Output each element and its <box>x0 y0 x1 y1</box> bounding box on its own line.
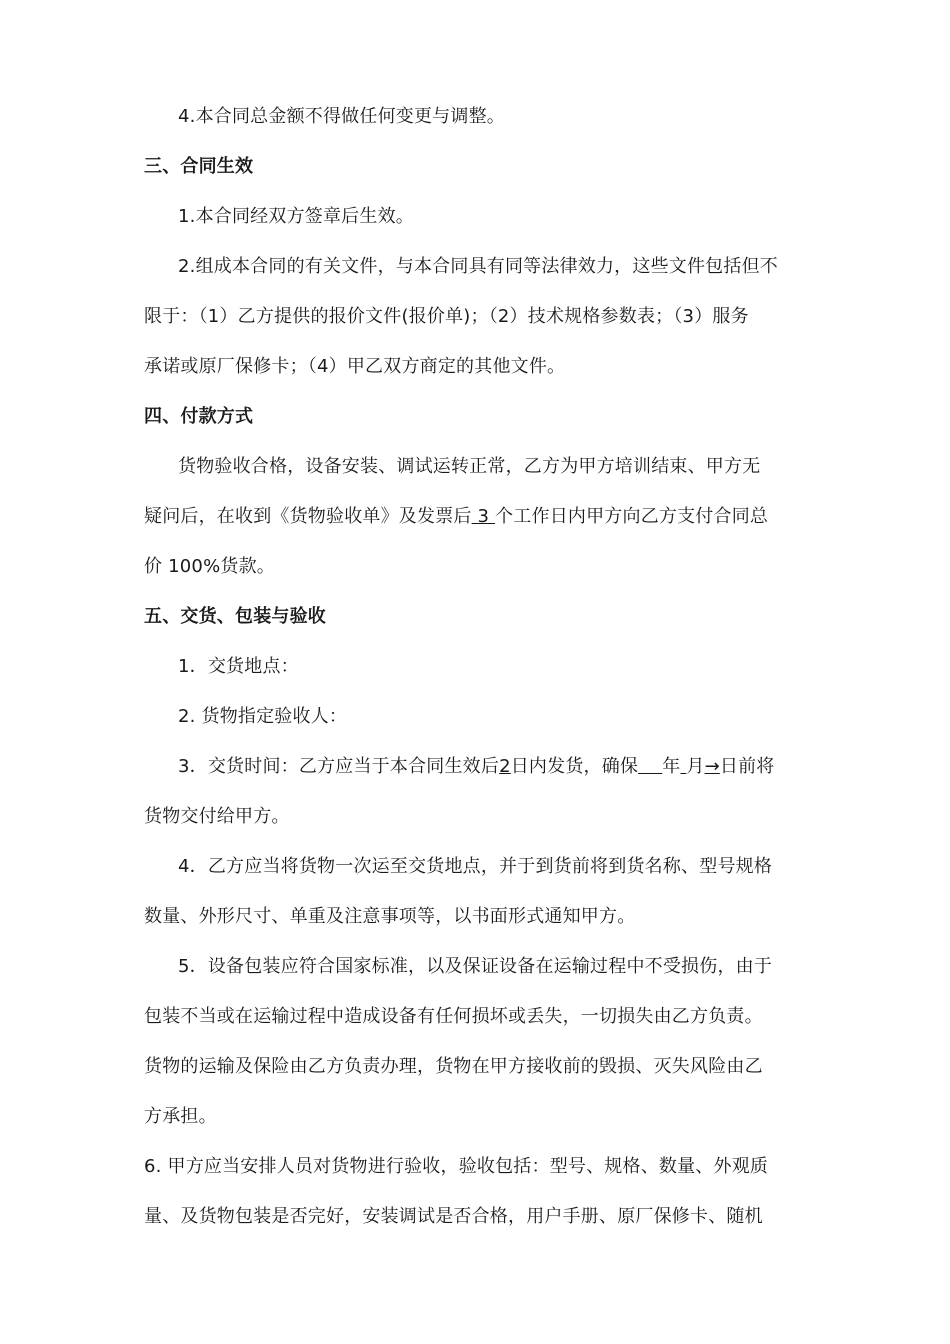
section-4-line-2 <box>144 492 808 542</box>
year-label: 年 <box>662 756 681 777</box>
section-5-item-5-line-4: 方承担。 <box>144 1106 217 1127</box>
delivery-days-field: 2 <box>499 756 511 777</box>
section-3-item-2-line-3: 承诺或原厂保修卡；（4）甲乙双方商定的其他文件。 <box>144 356 566 377</box>
section-5-item-1: 1．交货地点： <box>178 656 299 677</box>
clause-4-4: 4.本合同总金额不得做任何变更与调整。 <box>178 106 505 127</box>
section-5-heading: 五、交货、包装与验收 <box>144 606 326 627</box>
item-3-post: 日前将 <box>719 756 775 777</box>
section-5-item-5-line-2: 包装不当或在运输过程中造成设备有任何损坏或丢失，一切损失由乙方负责。 <box>144 1006 763 1027</box>
section-4-heading: 四、付款方式 <box>144 406 254 427</box>
section-5-item-2: 2. 货物指定验收人： <box>178 706 348 727</box>
section-5-item-4-line-1: 4．乙方应当将货物一次运至交货地点，并于到货前将到货名称、型号规格 <box>178 856 773 877</box>
section-4-line-2-post: 个工作日内甲方向乙方支付合同总 <box>495 506 769 527</box>
section-4-line-2-pre: 疑问后，在收到《货物验收单》及发票后 <box>144 506 472 527</box>
item-3-pre: 3．交货时间：乙方应当于本合同生效后 <box>178 756 500 777</box>
contract-page <box>144 92 808 1242</box>
section-5-item-5-line-1: 5．设备包装应符合国家标准，以及保证设备在运输过程中不受损伤，由于 <box>178 956 773 977</box>
section-3-item-2-line-2: 限于：（1）乙方提供的报价文件(报价单)；（2）技术规格参数表；（3）服务 <box>144 306 749 327</box>
item-3-mid: 日内发货，确保 <box>510 756 639 777</box>
section-5-item-3-line-1 <box>144 742 808 792</box>
section-3-heading: 三、合同生效 <box>144 156 254 177</box>
payment-days-field: 3 <box>471 506 496 527</box>
section-5-item-6-line-1: 6. 甲方应当安排人员对货物进行验收，验收包括：型号、规格、数量、外观质 <box>144 1156 769 1177</box>
day-blank-field: → <box>704 756 720 777</box>
month-label: 月 <box>686 756 705 777</box>
section-3-item-1: 1.本合同经双方签章后生效。 <box>178 206 414 227</box>
section-3-item-2-line-1: 2.组成本合同的有关文件，与本合同具有同等法律效力，这些文件包括但不 <box>178 256 778 277</box>
section-4-line-3: 价 100%货款。 <box>144 556 275 577</box>
section-4-line-1: 货物验收合格，设备安装、调试运转正常，乙方为甲方培训结束、甲方无 <box>178 456 761 477</box>
year-blank-field <box>638 756 662 777</box>
section-5-item-6-line-2: 量、及货物包装是否完好，安装调试是否合格，用户手册、原厂保修卡、随机 <box>144 1206 763 1227</box>
section-5-item-3-line-2: 货物交付给甲方。 <box>144 806 290 827</box>
section-5-item-5-line-3: 货物的运输及保险由乙方负责办理，货物在甲方接收前的毁损、灭失风险由乙 <box>144 1056 763 1077</box>
section-5-item-4-line-2: 数量、外形尺寸、单重及注意事项等，以书面形式通知甲方。 <box>144 906 636 927</box>
